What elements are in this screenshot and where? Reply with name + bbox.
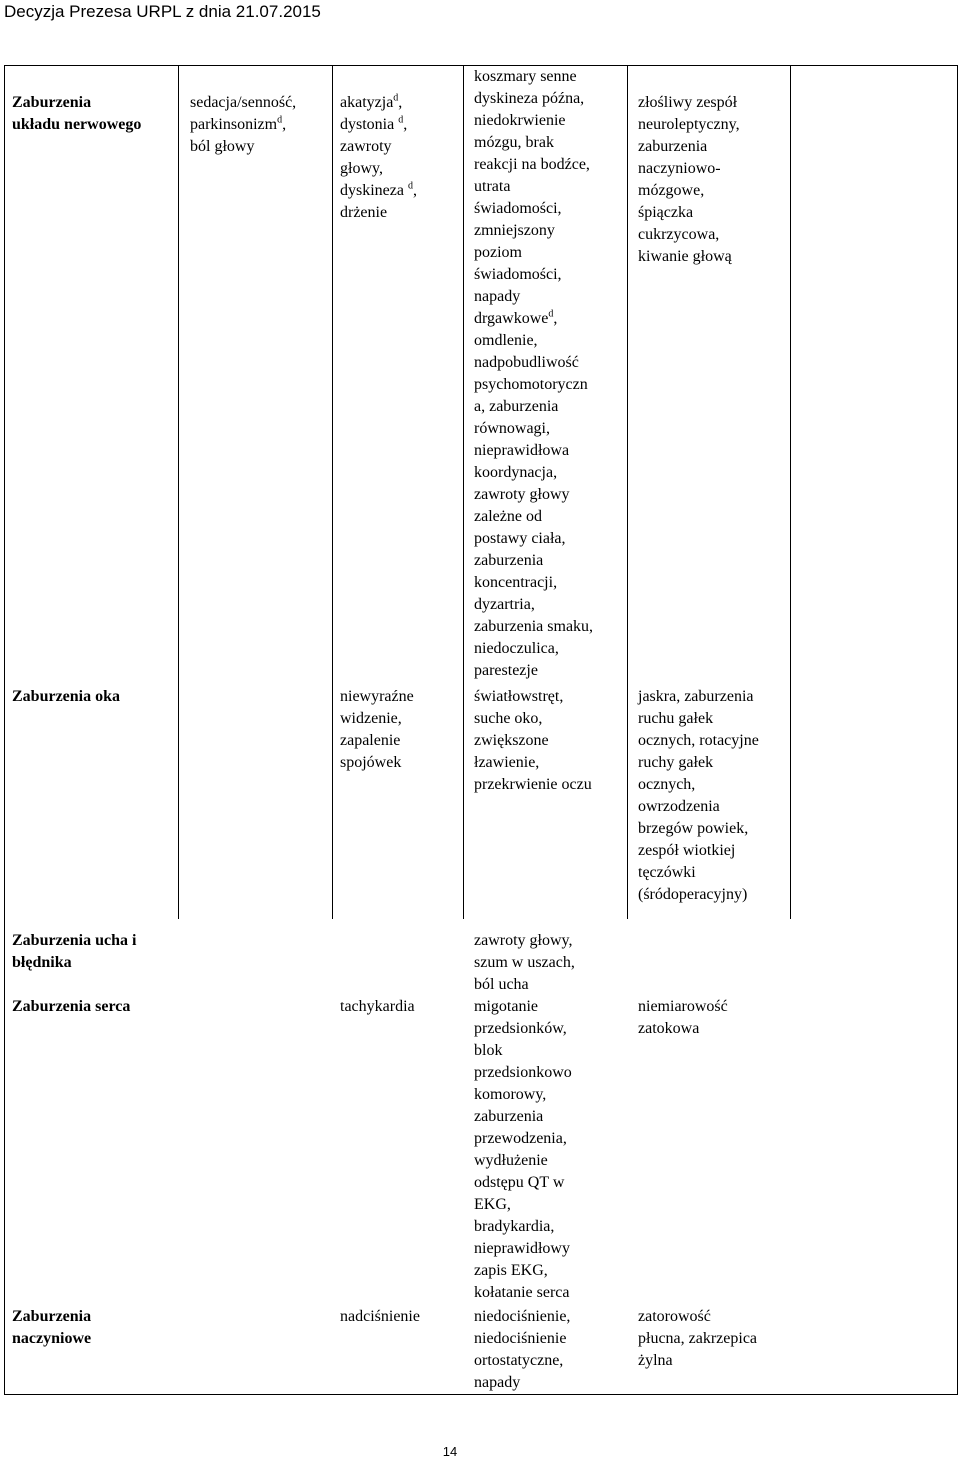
cell-heart-very-rare: niemiarowość zatokowa: [638, 998, 728, 1037]
cell-ear-rare: zawroty głowy, szum w uszach, ból ucha: [474, 932, 575, 993]
category-vascular: Zaburzenia naczyniowe: [12, 1308, 92, 1347]
cell-eye-uncommon: niewyraźne widzenie, zapalenie spojówek: [340, 688, 414, 771]
cell-nervous-rare: koszmary senne dyskineza późna, niedokrwienie mózgu, brak reakcji na bodźce, utrata świadomości, zmniejszony poziom świadomości, napady drgawkowe$^d$, omdlenie, nadpobudliwość psychomotoryczn a, zaburzenia równowagi, nieprawidłowa koordynacja, zawroty głowy zależne od postawy ciała, zaburzenia koncentracji, dyzartria, zaburzenia smaku, niedoczulica, parestezje: [474, 68, 594, 679]
cell-heart-uncommon: tachykardia: [340, 998, 415, 1015]
cell-nervous-very-rare: złośliwy zespół neuroleptyczny, zaburzenia naczyniowo- mózgowe, śpiączka cukrzycowa, kiwanie głową: [638, 94, 740, 265]
column-divider: [178, 65, 179, 919]
column-divider: [463, 65, 464, 919]
cell-vascular-very-rare: zatorowość płucna, zakrzepica żylna: [638, 1308, 758, 1369]
cell-nervous-uncommon: akatyzja$^d$, dystonia $^d$, zawroty głowy, dyskineza $^d$, drżenie: [340, 92, 417, 221]
category-ear: Zaburzenia ucha i błędnika: [12, 932, 137, 971]
page-number: 14: [442, 1444, 458, 1459]
column-divider: [790, 65, 791, 919]
cell-heart-rare: migotanie przedsionków, blok przedsionkowo komorowy, zaburzenia przewodzenia, wydłużenie odstępu QT w EKG, bradykardia, nieprawidłowy zapis EKG, kołatanie serca: [474, 998, 572, 1301]
column-divider: [627, 65, 628, 919]
category-eye: Zaburzenia oka: [12, 688, 121, 705]
cell-eye-very-rare: jaskra, zaburzenia ruchu gałek ocznych, rotacyjne ruchy gałek ocznych, owrzodzenia brzegów powiek, zespół wiotkiej tęczówki (śródoperacyjny): [638, 688, 759, 903]
cell-eye-rare: światłowstręt, suche oko, zwiększone łzawienie, przekrwienie oczu: [474, 688, 592, 793]
cell-vascular-uncommon: nadciśnienie: [340, 1308, 420, 1325]
category-heart: Zaburzenia serca: [12, 998, 131, 1015]
document-header: Decyzja Prezesa URPL z dnia 21.07.2015: [4, 2, 321, 21]
category-nervous-system: Zaburzenia układu nerwowego: [12, 94, 142, 133]
cell-vascular-rare: niedociśnienie, niedociśnienie ortostatyczne, napady: [474, 1308, 571, 1391]
column-divider: [332, 65, 333, 919]
cell-nervous-common: sedacja/senność, parkinsonizm$^d$, ból głowy: [190, 94, 297, 155]
